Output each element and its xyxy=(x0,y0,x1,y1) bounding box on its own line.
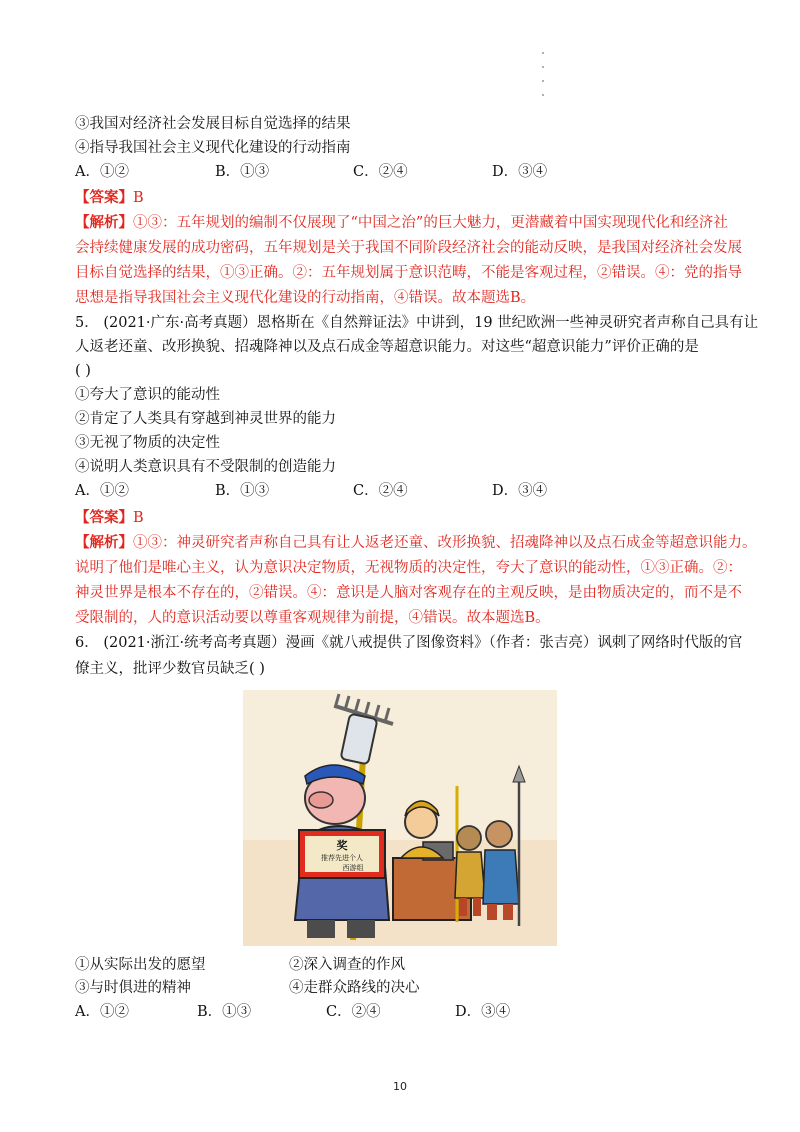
q4-option-a: A．①② xyxy=(75,164,129,180)
q5-statement-2: ②肯定了人类具有穿越到神灵世界的能力 xyxy=(75,411,336,427)
answer-value: B xyxy=(133,190,144,206)
q6-statement-4: ④走群众路线的决心 xyxy=(289,980,420,996)
q6-option-d: D．③④ xyxy=(455,1004,511,1020)
sign-title: 奖 xyxy=(336,839,348,852)
q5-option-d: D．③④ xyxy=(492,483,548,499)
q5-analysis-line: 说明了他们是唯心主义，认为意识决定物质，无视物质的决定性，夸大了意识的能动性，①③正确。②： xyxy=(75,560,742,576)
q4-option-b: B．①③ xyxy=(215,164,270,180)
analysis-tag: 【解析】 xyxy=(75,534,133,551)
sign-line-2: 西游组 xyxy=(342,864,364,872)
q4-analysis-line: 目标自觉选择的结果，①③正确。②：五年规划属于意识范畴，不能是客观过程，②错误。④：党的指导 xyxy=(75,265,742,281)
q5-analysis-text: ①③：神灵研究者声称自己具有让人返老还童、改形换貌、招魂降神以及点石成金等超意识能力。 xyxy=(133,535,757,551)
q6-option-c: C．②④ xyxy=(326,1004,381,1020)
q5-analysis-line xyxy=(75,533,757,553)
q6-option-b: B．①③ xyxy=(197,1004,252,1020)
cartoon-illustration xyxy=(243,690,557,946)
q6-statement-1: ①从实际出发的愿望 xyxy=(75,957,206,973)
page-number: 10 xyxy=(393,1080,407,1093)
answer-tag: 【答案】 xyxy=(75,509,133,526)
q5-answer xyxy=(75,508,144,528)
sign-line-1: 推荐先进个人 xyxy=(321,854,363,862)
q6-statement-2: ②深入调查的作风 xyxy=(289,957,405,973)
q4-statement-3: ③我国对经济社会发展目标自觉选择的结果 xyxy=(75,116,351,132)
q4-option-d: D．③④ xyxy=(492,164,548,180)
q5-statement-3: ③无视了物质的决定性 xyxy=(75,435,220,451)
q4-analysis-line: 会持续健康发展的成功密码，五年规划是关于我国不同阶段经济社会的能动反映，是我国对经济社会发展 xyxy=(75,240,742,256)
q5-statement-1: ①夸大了意识的能动性 xyxy=(75,387,220,403)
award-sign xyxy=(299,830,385,878)
q5-option-b: B．①③ xyxy=(215,483,270,499)
q6-stem: 6． (2021·浙江·统考高考真题）漫画《就八戒提供了图像资料》（作者：张吉亮）讽刺了网络时代版的官 xyxy=(75,635,743,651)
q6-statements-row-2 xyxy=(75,978,735,998)
q5-option-a: A．①② xyxy=(75,483,129,499)
q6-stem: 僚主义，批评少数官员缺乏( ) xyxy=(75,661,265,677)
answer-value: B xyxy=(133,510,144,526)
q4-option-c: C．②④ xyxy=(353,164,408,180)
q4-analysis-line xyxy=(75,213,728,233)
q5-options xyxy=(75,481,735,501)
q4-answer xyxy=(75,188,144,208)
q4-options xyxy=(75,162,735,182)
q6-options xyxy=(75,1002,735,1022)
q5-stem: 人返老还童、改形换貌、招魂降神以及点石成金等超意识能力。对这些“超意识能力”评价正确的是 xyxy=(75,339,699,355)
q6-option-a: A．①② xyxy=(75,1004,129,1020)
q6-statements-row-1 xyxy=(75,955,735,975)
q4-analysis-line: 思想是指导我国社会主义现代化建设的行动指南，④错误。故本题选B。 xyxy=(75,290,536,306)
q5-analysis-line: 神灵世界是根本不存在的，②错误。④：意识是人脑对客观存在的主观反映，是由物质决定的，而不是不 xyxy=(75,585,742,601)
q4-analysis-text: ①③：五年规划的编制不仅展现了“中国之治”的巨大魅力，更潜藏着中国实现现代化和经济社 xyxy=(133,215,728,231)
answer-tag: 【答案】 xyxy=(75,189,133,206)
q5-analysis-line: 受限制的，人的意识活动要以尊重客观规律为前提，④错误。故本题选B。 xyxy=(75,610,550,626)
q6-statement-3: ③与时俱进的精神 xyxy=(75,980,191,996)
q5-statement-4: ④说明人类意识具有不受限制的创造能力 xyxy=(75,459,336,475)
q5-stem-blank: ( ) xyxy=(75,363,91,379)
q4-statement-4: ④指导我国社会主义现代化建设的行动指南 xyxy=(75,140,351,156)
q5-stem: 5． (2021·广东·高考真题）恩格斯在《自然辩证法》中讲到，19 世纪欧洲一些神灵研究者声称自己具有让 xyxy=(75,315,759,331)
q5-option-c: C．②④ xyxy=(353,483,408,499)
analysis-tag: 【解析】 xyxy=(75,214,133,231)
page-marks xyxy=(542,52,548,108)
